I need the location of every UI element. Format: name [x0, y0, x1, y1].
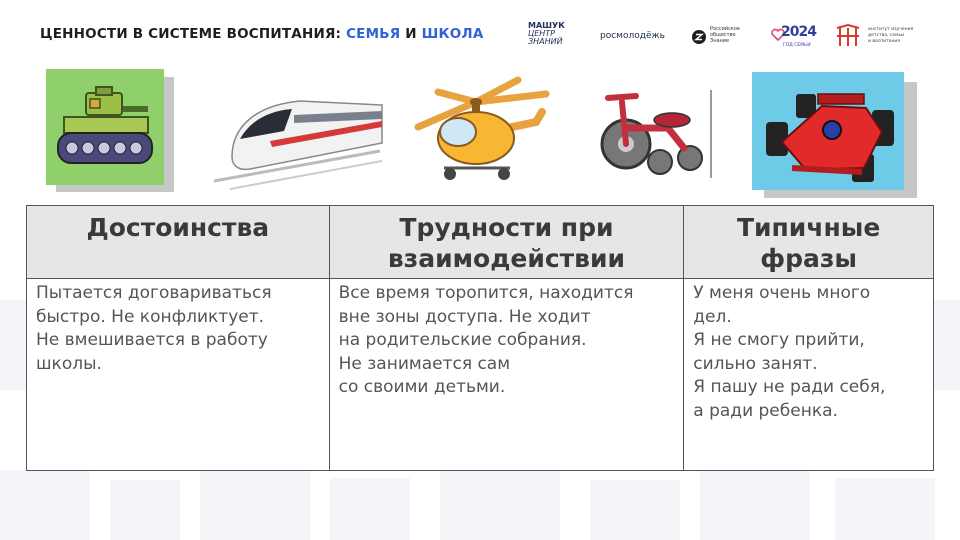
institute-logo-line2: детства, семьи [868, 33, 905, 38]
institute-emblem-icon [834, 24, 862, 48]
mashuk-logo-line2: ЦЕНТР [528, 29, 555, 38]
race-car-picture [752, 72, 917, 198]
cell-line: дел. [693, 306, 732, 327]
znanie-logo-line3: Знание [710, 38, 730, 44]
characteristics-table [26, 205, 934, 471]
cell-line: Я пашу не ради себя, [693, 377, 886, 397]
header-line: Трудности при [399, 213, 614, 242]
cell-line: быстро. Не конфликтует. [36, 306, 265, 327]
cell-line: Я не смогу прийти, [693, 330, 865, 350]
cell-line: Пытается договариваться [36, 283, 272, 303]
helicopter-picture [398, 72, 556, 187]
mashuk-logo-line1: МАШУК [528, 21, 565, 30]
partner-logos [528, 20, 928, 54]
znanie-z-icon [692, 30, 706, 44]
tank-picture [46, 69, 176, 194]
header-typical-phrases [684, 206, 934, 279]
header-line: Типичные [736, 213, 881, 242]
cell-line: Не занимается сам [338, 353, 511, 374]
cell-line: на родительские собрания. [338, 330, 587, 350]
mashuk-logo-line3: ЗНАНИЙ [528, 37, 563, 46]
header-line: Достоинства [86, 213, 270, 242]
title-word-school: ШКОЛА [421, 26, 484, 42]
institute-logo-line1: институт изучения [868, 27, 914, 32]
cell-line: Не вмешивается в работу [36, 330, 268, 350]
title-word-family: СЕМЬЯ [346, 26, 401, 42]
cell-line: вне зоны доступа. Не ходит [338, 306, 591, 327]
cell-difficulties [329, 279, 684, 471]
page-title [40, 26, 483, 42]
znanie-logo-line1: Российское [710, 26, 740, 32]
table-row [27, 279, 934, 471]
header-line: фразы [760, 244, 857, 273]
header-difficulties [329, 206, 684, 279]
institute-logo-line3: и воспитания [868, 39, 901, 44]
table-header-row [27, 206, 934, 279]
cell-advantages [27, 279, 330, 471]
cell-line: со своими детьми. [338, 377, 506, 397]
rosmolodezh-logo: росмолодёжь [600, 31, 665, 41]
cell-line: а ради ребенка. [693, 400, 838, 421]
mashuk-logo [528, 22, 565, 46]
cell-line: школы. [36, 353, 102, 374]
title-and: И [405, 26, 417, 42]
title-prefix: ЦЕННОСТИ В СИСТЕМЕ ВОСПИТАНИЯ: [40, 26, 342, 42]
train-picture [210, 85, 385, 193]
cell-line: Все время торопится, находится [338, 283, 634, 303]
year-of-family-year: 2024 [781, 24, 816, 40]
header-advantages [27, 206, 330, 279]
cell-line: сильно занят. [693, 353, 818, 374]
tricycle-picture [598, 84, 716, 184]
header-line: взаимодействии [387, 244, 626, 273]
znanie-logo-line2: общество [710, 32, 736, 38]
cell-typical-phrases [684, 279, 934, 471]
cell-line: У меня очень много [693, 283, 871, 303]
year-of-family-sub: ГОД СЕМЬИ [783, 43, 811, 48]
